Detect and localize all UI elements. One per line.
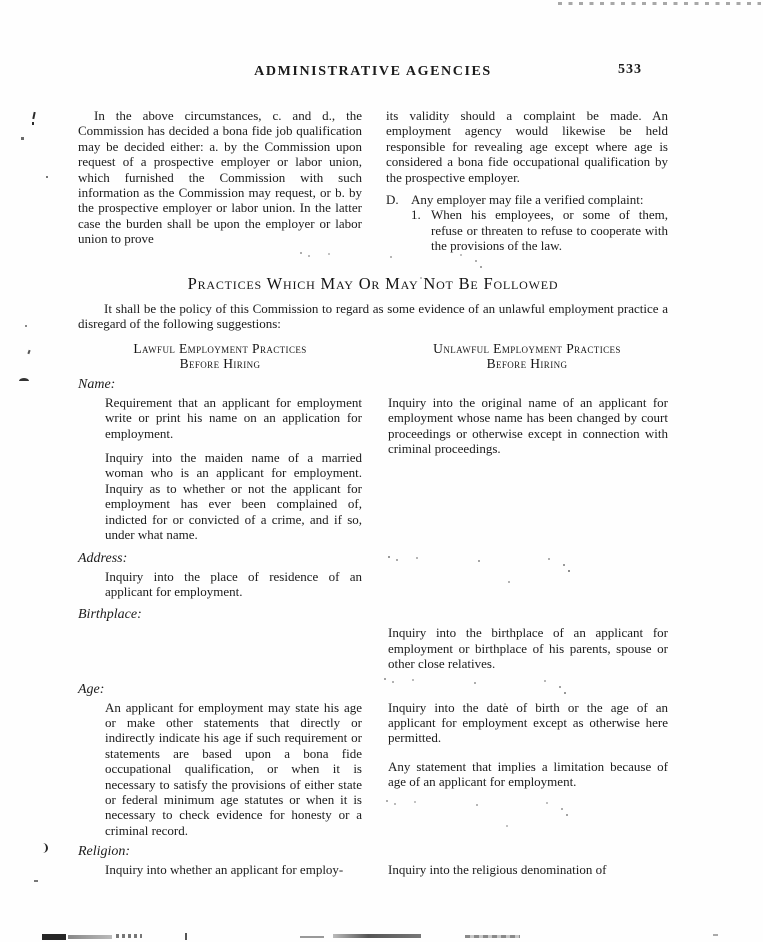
lawful-paragraph: Inquiry into the place of residence of an applicant for employment. — [105, 568, 362, 599]
page-number: 533 — [618, 62, 642, 77]
category-row-name — [78, 395, 668, 543]
lawful-paragraph: An applicant for employment may state his age or make other statements that directly or indirectly indicate his age if such requirement or statements are based upon a bona fide occupational qualification, or when it is necessary to satisfy the provisions of either state or federal minimum age statutes or when it is necessary to check evidence for honesty or a criminal record. — [105, 699, 362, 838]
category-row-age — [78, 700, 668, 839]
policy-paragraph: It shall be the policy of this Commission to regard as some evidence of an unlawful employment practice a disregard of the following suggestions: — [78, 300, 668, 332]
scan-artifact-specks — [300, 252, 302, 254]
address-lawful-cell — [78, 569, 362, 600]
unlawful-column-header-line2: Before Hiring — [486, 355, 568, 371]
category-row-religion — [78, 862, 668, 877]
intro-left-paragraph: In the above circumstances, c. and d., the Commission has decided a bona fide job qualification may be decided either: a. by the Commission upon request of a prospective employer or labor union, which furnished the Commission with such information as the Commission may request, or b. by the prospective employer or labor union. In the latter case the burden shall be upon the employer or labor union to prove — [78, 108, 362, 247]
category-label-address: Address: — [78, 550, 128, 566]
complaint-item-d — [386, 192, 668, 254]
scan-artifact-dotted-line — [558, 2, 761, 5]
category-row-birthplace — [78, 625, 668, 671]
category-label-birthplace: Birthplace: — [78, 607, 142, 623]
category-label-name: Name: — [78, 376, 116, 392]
lawful-column-header-line1: Lawful Employment Practices — [133, 340, 307, 356]
name-unlawful-cell — [386, 395, 668, 543]
complaint-subitem-1 — [411, 207, 668, 253]
scan-artifact-specks — [384, 678, 386, 680]
age-lawful-cell — [78, 700, 362, 839]
complaint-item-d-text: Any employer may file a verified complaint: — [411, 192, 644, 208]
intro-left-column — [78, 108, 362, 254]
lawful-paragraph: Requirement that an applicant for employment write or print his name on an application for employment. — [105, 394, 362, 441]
unlawful-paragraph: Inquiry into the date of birth or the age of an applicant for employment except as otherwise here permitted. — [388, 699, 668, 746]
scan-artifact-mark — [32, 122, 34, 125]
intro-right-column — [386, 108, 668, 254]
section-heading: Practices Which May Or May Not Be Followed — [187, 273, 559, 293]
running-head — [78, 62, 668, 80]
name-lawful-cell — [78, 395, 362, 543]
intro-columns — [78, 108, 668, 254]
intro-right-paragraph: its validity should a complaint be made. An employment agency would likewise be held responsible for revealing age except where age is considered a bona fide occupational qualification by the prospective employer. — [386, 108, 668, 185]
scan-artifact-specks — [386, 800, 388, 802]
category-row-address — [78, 569, 668, 600]
religion-lawful-cell — [78, 862, 362, 877]
category-label-religion: Religion: — [78, 844, 131, 860]
category-label-age: Age: — [78, 681, 105, 697]
scan-artifact-bottom-smudge — [185, 933, 187, 940]
complaint-item-d-label: D. — [386, 192, 399, 208]
lawful-column-header-line2: Before Hiring — [179, 355, 261, 371]
column-headers — [78, 341, 668, 371]
unlawful-column-header — [386, 341, 668, 371]
scan-artifact-mark — [27, 350, 30, 354]
scan-artifact-mark — [46, 176, 48, 178]
unlawful-paragraph: Any statement that implies a limitation because of age of an applicant for employment. — [388, 758, 668, 790]
page-content — [78, 62, 668, 878]
scan-artifact-bottom-smudge — [68, 935, 112, 939]
scan-artifact-bottom-smudge — [300, 936, 324, 938]
scan-artifact-specks — [388, 556, 390, 558]
scan-artifact-mark — [42, 843, 48, 853]
lawful-paragraph: Inquiry into the maiden name of a married woman who is an applicant for employment. Inquiry as to whether or not the applicant for employment has ever been complained of, indicted for or convicted of a crime, and if so, under what name. — [105, 450, 362, 543]
address-unlawful-cell — [386, 569, 668, 600]
scan-artifact-bottom-smudge — [333, 934, 421, 938]
scan-artifact-bottom-smudge — [465, 935, 520, 938]
unlawful-paragraph: Inquiry into the religious denomination of — [388, 862, 607, 878]
unlawful-paragraph: Inquiry into the original name of an applicant for employment whose name has been changed by court proceedings or otherwise except in connection with criminal proceedings. — [388, 394, 668, 457]
complaint-item-d-body — [411, 192, 668, 254]
scan-artifact-bottom-smudge — [713, 934, 718, 936]
scan-artifact-mark — [25, 325, 27, 327]
scan-artifact-mark — [19, 378, 29, 381]
complaint-subitem-1-text: When his employees, or some of them, refuse or threaten to refuse to cooperate with the provisions of the law. — [431, 207, 668, 254]
lawful-paragraph: Inquiry into whether an applicant for employ- — [105, 862, 344, 878]
scan-artifact-bottom-smudge — [42, 934, 66, 940]
age-unlawful-cell — [386, 700, 668, 839]
birthplace-lawful-cell — [78, 625, 362, 671]
lawful-column-header — [78, 341, 362, 371]
scan-artifact-mark — [21, 137, 24, 140]
birthplace-unlawful-cell — [386, 625, 668, 671]
religion-unlawful-cell — [386, 862, 668, 877]
unlawful-paragraph: Inquiry into the birthplace of an applicant for employment or birthplace of his parents, spouse or other close relatives. — [388, 625, 668, 672]
complaint-subitem-1-label: 1. — [411, 207, 421, 223]
scan-artifact-mark — [34, 880, 38, 882]
scan-artifact-bottom-smudge — [116, 934, 142, 938]
unlawful-column-header-line1: Unlawful Employment Practices — [433, 340, 621, 356]
scan-artifact-mark — [32, 112, 35, 119]
page-title: ADMINISTRATIVE AGENCIES — [254, 64, 492, 79]
